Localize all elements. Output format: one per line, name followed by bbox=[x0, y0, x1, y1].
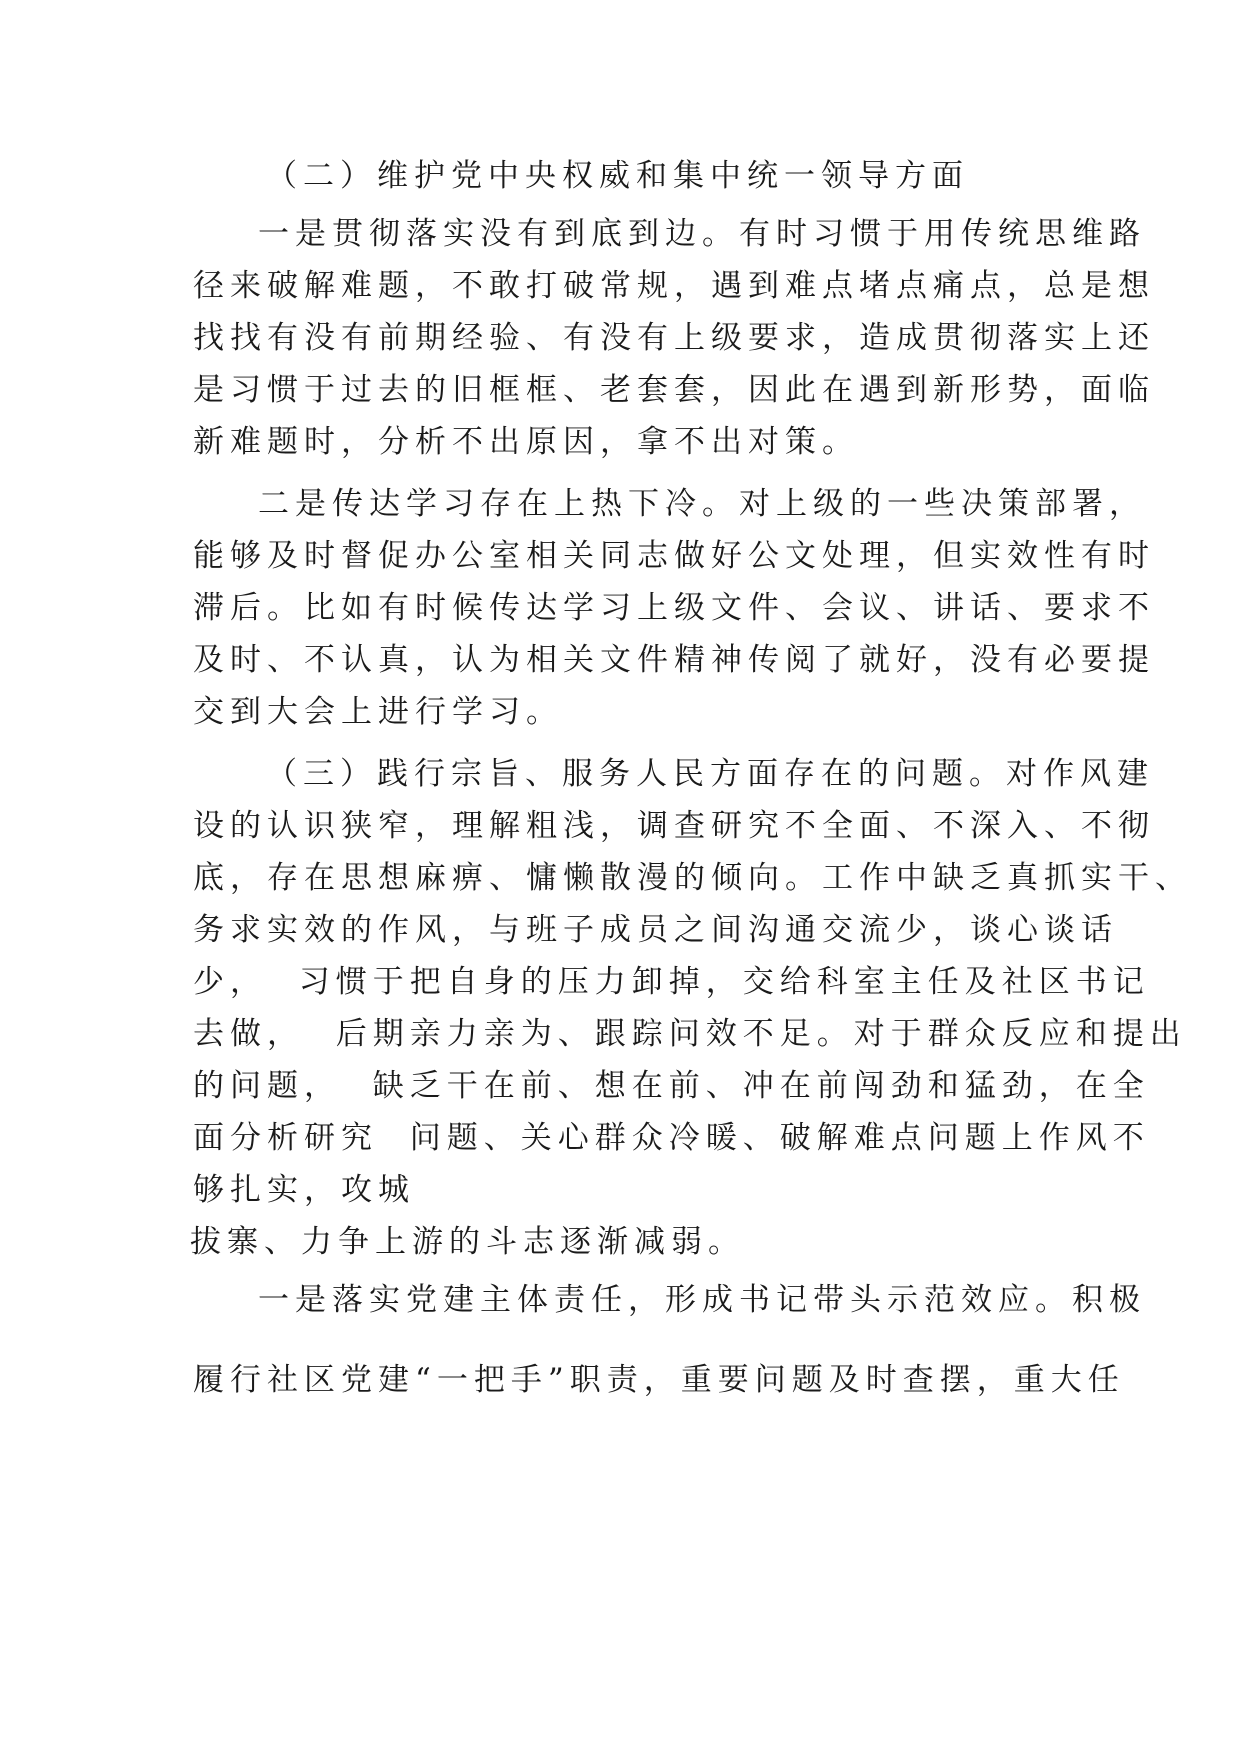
paragraph-3 bbox=[190, 748, 1192, 1268]
paragraph-line: 少， 习惯于把自身的压力卸掉，交给科室主任及社区书记 bbox=[193, 964, 1150, 1000]
paragraph-line: 一是贯彻落实没有到底到边。有时习惯于用传统思维路 bbox=[258, 216, 1146, 252]
paragraph-line: 履行社区党建“一把手”职责，重要问题及时查摆，重大任 bbox=[193, 1362, 1125, 1398]
paragraph-line: 二是传达学习存在上热下冷。对上级的一些决策部署， bbox=[258, 486, 1146, 522]
paragraph-line: 新难题时，分析不出原因，拿不出对策。 bbox=[193, 424, 859, 460]
paragraph-line: 径来破解难题，不敢打破常规，遇到难点堵点痛点，总是想 bbox=[193, 268, 1155, 304]
paragraph-line: 去做， 后期亲力亲为、跟踪问效不足。对于群众反应和提出 bbox=[193, 1016, 1187, 1052]
paragraph-line: 滞后。比如有时候传达学习上级文件、会议、讲话、要求不 bbox=[193, 590, 1155, 626]
paragraph-line: 拔寨、力争上游的斗志逐渐减弱。 bbox=[190, 1224, 745, 1260]
paragraph-line: 交到大会上进行学习。 bbox=[193, 694, 563, 730]
paragraph-line: 面分析研究 问题、关心群众冷暖、破解难点问题上作风不 bbox=[193, 1120, 1150, 1156]
paragraph-line: 底，存在思想麻痹、慵懒散漫的倾向。工作中缺乏真抓实干、 bbox=[193, 860, 1192, 896]
paragraph-line: 的问题， 缺乏干在前、想在前、冲在前闯劲和猛劲，在全 bbox=[193, 1068, 1150, 1104]
paragraph-line: 能够及时督促办公室相关同志做好公文处理，但实效性有时 bbox=[193, 538, 1155, 574]
paragraph-line: 是习惯于过去的旧框框、老套套，因此在遇到新形势，面临 bbox=[193, 372, 1155, 408]
section-heading-2: （二）维护党中央权威和集中统一领导方面 bbox=[266, 158, 969, 194]
document-body bbox=[190, 150, 1192, 1406]
paragraph-line: 务求实效的作风，与班子成员之间沟通交流少，谈心谈话 bbox=[193, 912, 1118, 948]
paragraph-line: 一是落实党建主体责任，形成书记带头示范效应。积极 bbox=[258, 1282, 1146, 1318]
section-heading-3: （三）践行宗旨、服务人民方面存在的问题。对作风建 bbox=[266, 756, 1154, 792]
paragraph-line: 设的认识狭窄，理解粗浅，调查研究不全面、不深入、不彻 bbox=[193, 808, 1155, 844]
paragraph-line: 及时、不认真，认为相关文件精神传阅了就好，没有必要提 bbox=[193, 642, 1155, 678]
paragraph-line: 够扎实，攻城 bbox=[193, 1172, 415, 1208]
paragraph-1 bbox=[193, 208, 1155, 468]
paragraph-line: 找找有没有前期经验、有没有上级要求，造成贯彻落实上还 bbox=[193, 320, 1155, 356]
paragraph-2 bbox=[193, 478, 1155, 738]
paragraph-4 bbox=[193, 1274, 1146, 1406]
